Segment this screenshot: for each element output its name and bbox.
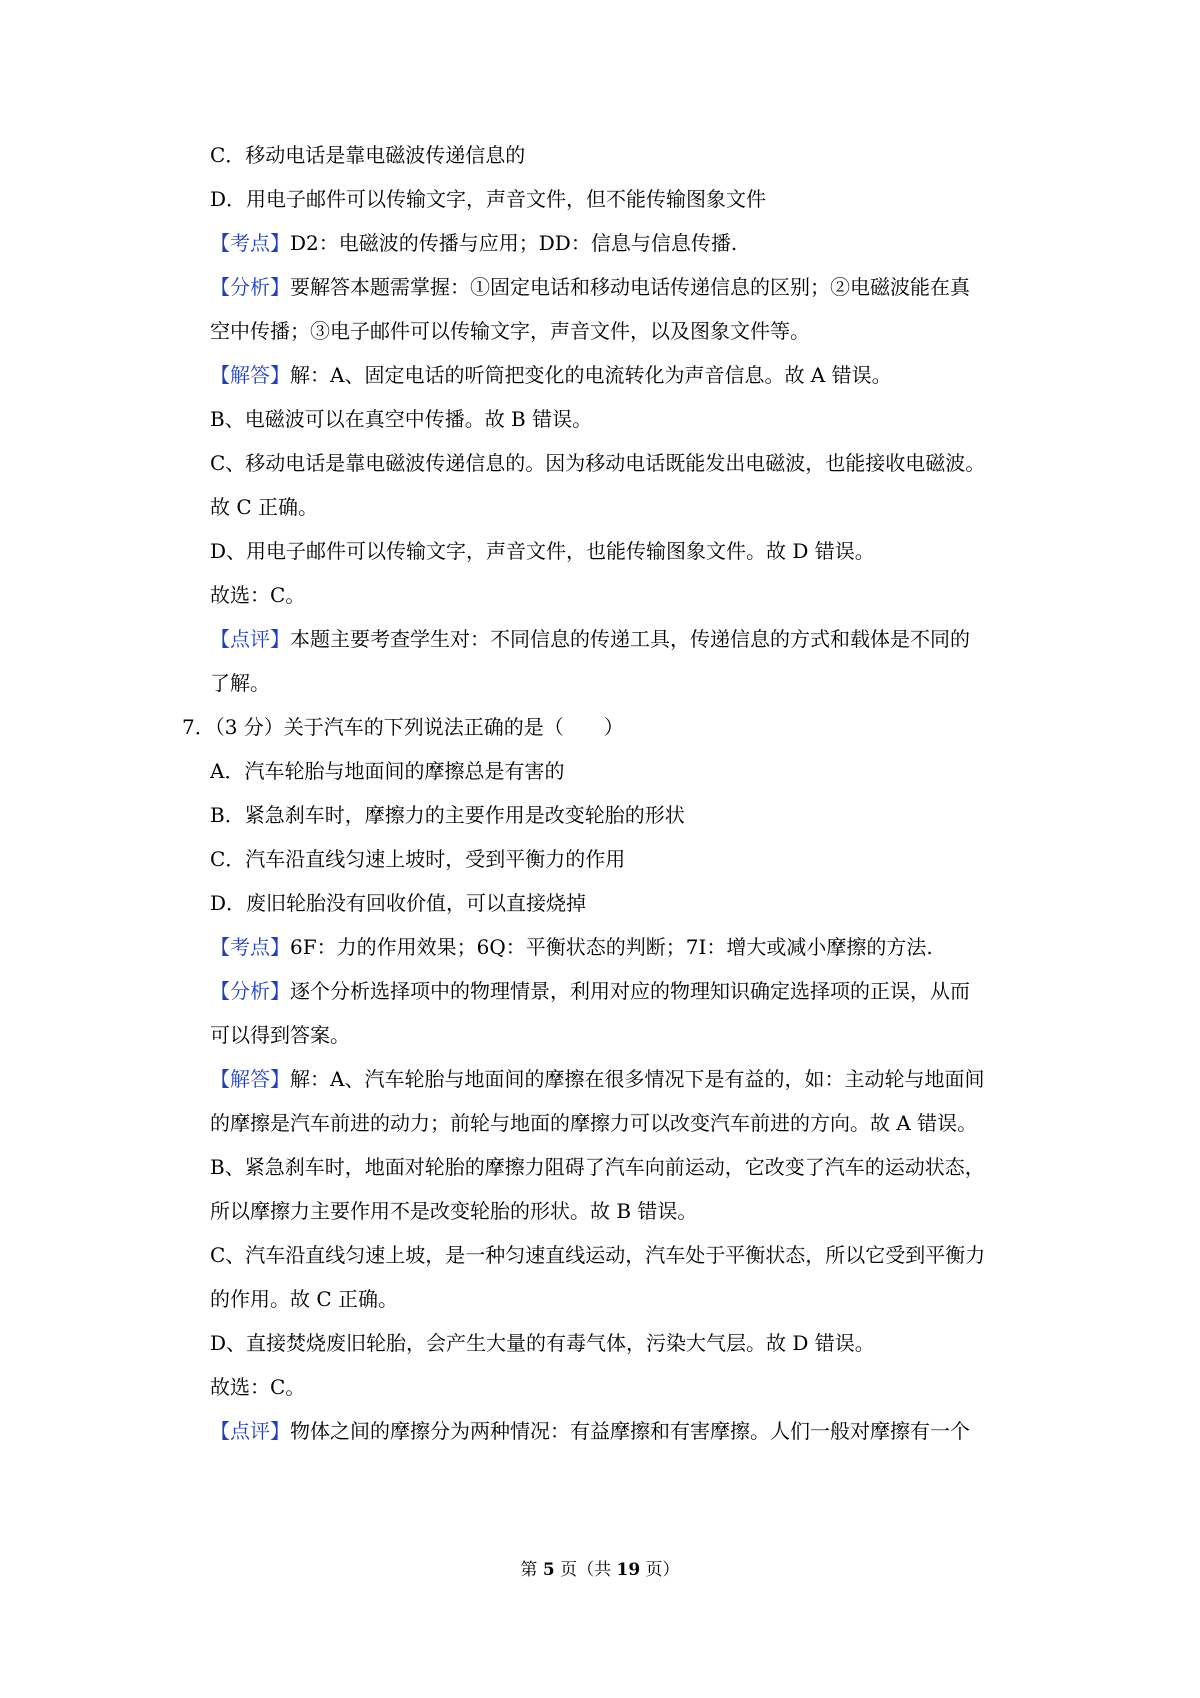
line-text: C．移动电话是靠电磁波传递信息的	[210, 143, 526, 167]
text-line	[210, 978, 1030, 1004]
text-line	[210, 362, 1030, 388]
section-tag: 【解答】	[210, 1067, 290, 1091]
section-tag: 【点评】	[210, 1419, 290, 1443]
text-line	[210, 450, 1030, 476]
line-text: B、紧急刹车时，地面对轮胎的摩擦力阻碍了汽车向前运动，它改变了汽车的运动状态，	[210, 1155, 985, 1179]
text-line	[210, 890, 1030, 916]
text-line	[210, 1022, 1030, 1048]
text-line	[210, 186, 1030, 212]
page-footer	[0, 1559, 1200, 1581]
line-text: 可以得到答案。	[210, 1023, 350, 1047]
text-line	[210, 142, 1030, 168]
line-text: 故选：C。	[210, 583, 306, 607]
line-text: 了解。	[210, 671, 270, 695]
line-text: 所以摩擦力主要作用不是改变轮胎的形状。故 B 错误。	[210, 1199, 698, 1223]
text-line	[210, 230, 1030, 256]
line-text: D．用电子邮件可以传输文字，声音文件，但不能传输图象文件	[210, 187, 767, 211]
text-line	[210, 1154, 1030, 1180]
section-tag: 【分析】	[210, 979, 290, 1003]
line-text: 的摩擦是汽车前进的动力；前轮与地面的摩擦力可以改变汽车前进的方向。故 A 错误。	[210, 1111, 978, 1135]
text-line	[210, 934, 1030, 960]
question-line	[182, 714, 1002, 740]
line-text: D2：电磁波的传播与应用；DD：信息与信息传播.	[290, 231, 738, 255]
text-line	[210, 846, 1030, 872]
footer-prefix: 第	[520, 1560, 543, 1580]
line-text: 6F：力的作用效果；6Q：平衡状态的判断；7I：增大或减小摩擦的方法.	[290, 935, 933, 959]
line-text: D．废旧轮胎没有回收价值，可以直接烧掉	[210, 891, 587, 915]
line-text: D、用电子邮件可以传输文字，声音文件，也能传输图象文件。故 D 错误。	[210, 539, 875, 563]
section-tag: 【分析】	[210, 275, 290, 299]
line-text: 逐个分析选择项中的物理情景，利用对应的物理知识确定选择项的正误，从而	[290, 979, 970, 1003]
line-text: 7．（3 分）关于汽车的下列说法正确的是（ ）	[182, 715, 624, 739]
text-line	[210, 274, 1030, 300]
section-tag: 【考点】	[210, 935, 290, 959]
line-text: 的作用。故 C 正确。	[210, 1287, 399, 1311]
text-line	[210, 582, 1030, 608]
text-line	[210, 626, 1030, 652]
text-line	[210, 494, 1030, 520]
text-line	[210, 802, 1030, 828]
section-tag: 【考点】	[210, 231, 290, 255]
line-text: C．汽车沿直线匀速上坡时，受到平衡力的作用	[210, 847, 626, 871]
line-text: 解：A、固定电话的听筒把变化的电流转化为声音信息。故 A 错误。	[290, 363, 892, 387]
footer-suffix: 页）	[640, 1560, 680, 1580]
text-line	[210, 1110, 1030, 1136]
line-text: 空中传播；③电子邮件可以传输文字，声音文件，以及图象文件等。	[210, 319, 810, 343]
text-line	[210, 1330, 1030, 1356]
text-line	[210, 1418, 1030, 1444]
text-line	[210, 318, 1030, 344]
line-text: 解：A、汽车轮胎与地面间的摩擦在很多情况下是有益的，如：主动轮与地面间	[290, 1067, 985, 1091]
text-line	[210, 406, 1030, 432]
line-text: A．汽车轮胎与地面间的摩擦总是有害的	[210, 759, 565, 783]
line-text: D、直接焚烧废旧轮胎，会产生大量的有毒气体，污染大气层。故 D 错误。	[210, 1331, 875, 1355]
line-text: C、移动电话是靠电磁波传递信息的。因为移动电话既能发出电磁波，也能接收电磁波。	[210, 451, 986, 475]
line-text: 故选：C。	[210, 1375, 306, 1399]
text-line	[210, 1286, 1030, 1312]
line-text: 故 C 正确。	[210, 495, 319, 519]
page-number: 5	[542, 1560, 555, 1580]
text-line	[210, 1242, 1030, 1268]
text-line	[210, 670, 1030, 696]
footer-middle: 页（共	[554, 1560, 617, 1580]
line-text: C、汽车沿直线匀速上坡，是一种匀速直线运动，汽车处于平衡状态，所以它受到平衡力	[210, 1243, 986, 1267]
text-line	[210, 1198, 1030, 1224]
text-line	[210, 1374, 1030, 1400]
line-text: 要解答本题需掌握：①固定电话和移动电话传递信息的区别；②电磁波能在真	[290, 275, 970, 299]
text-line	[210, 758, 1030, 784]
line-text: 本题主要考查学生对：不同信息的传递工具，传递信息的方式和载体是不同的	[290, 627, 970, 651]
line-text: B．紧急刹车时，摩擦力的主要作用是改变轮胎的形状	[210, 803, 685, 827]
text-line	[210, 1066, 1030, 1092]
line-text: B、电磁波可以在真空中传播。故 B 错误。	[210, 407, 593, 431]
section-tag: 【解答】	[210, 363, 290, 387]
text-line	[210, 538, 1030, 564]
line-text: 物体之间的摩擦分为两种情况：有益摩擦和有害摩擦。人们一般对摩擦有一个	[290, 1419, 970, 1443]
section-tag: 【点评】	[210, 627, 290, 651]
total-pages: 19	[616, 1560, 641, 1580]
